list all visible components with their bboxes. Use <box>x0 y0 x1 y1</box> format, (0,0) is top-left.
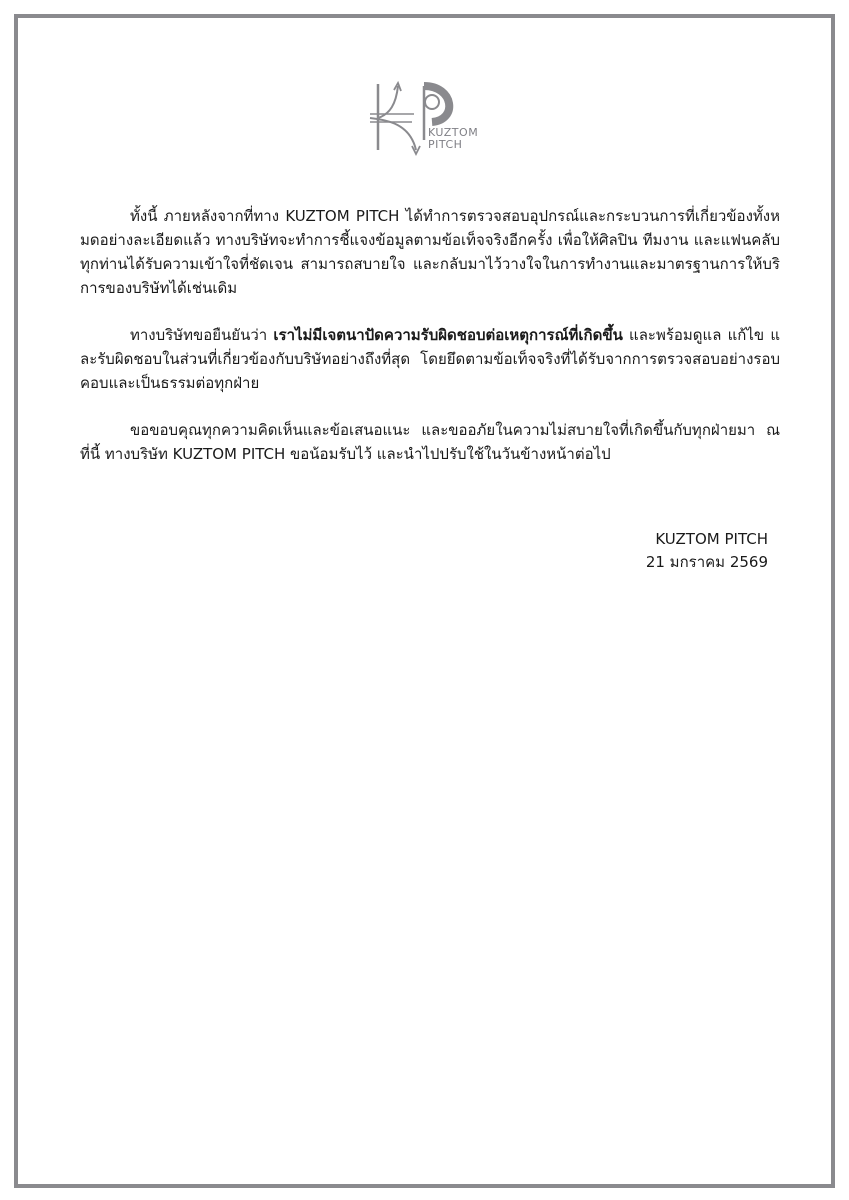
kuztom-pitch-logo <box>366 80 486 160</box>
signature-date: 21 มกราคม 2569 <box>645 553 768 571</box>
letter-body <box>80 204 780 489</box>
paragraph-2-emphasis: เราไม่มีเจตนาปัดความรับผิดชอบต่อเหตุการณ์ที่เกิดขึ้น <box>273 326 623 344</box>
logo-line2: PITCH <box>428 138 463 151</box>
paragraph-2 <box>80 323 780 395</box>
paragraph-2-lead: ทางบริษัทขอยืนยันว่า <box>130 326 274 344</box>
logo-line1: KUZTOM <box>428 126 479 139</box>
paragraph-1: ทั้งนี้ ภายหลังจากที่ทาง KUZTOM PITCH ได้ทำการตรวจสอบอุปกรณ์และกระบวนการที่เกี่ยวข้องทั้งหมดอย่างละเอียดแล้ว ทางบริษัทจะทำการชี้แจงข้อมูลตามข้อเท็จจริงอีกครั้ง เพื่อให้ศิลปิน ทีมงาน และแฟนคลับทุกท่านได้รับความเข้าใจที่ชัดเจน สามารถสบายใจ และกลับมาไว้วางใจในการทำงานและมาตรฐานการให้บริการของบริษัทได้เช่นเดิม <box>80 207 780 297</box>
signature-name: KUZTOM PITCH <box>655 530 768 548</box>
paragraph-3: ขอขอบคุณทุกความคิดเห็นและข้อเสนอแนะ และขออภัยในความไม่สบายใจที่เกิดขึ้นกับทุกฝ่ายมา ณ ที่นี้ ทางบริษัท KUZTOM PITCH ขอน้อมรับไว้ และนำไปปรับใช้ในวันข้างหน้าต่อไป <box>80 421 780 463</box>
paragraph-2-rest: และพร้อมดูแล แก้ไข และรับผิดชอบในส่วนที่เกี่ยวข้องกับบริษัทอย่างถึงที่สุด โดยยึดตามข้อเท็จจริงที่ได้รับจากการตรวจสอบอย่างรอบคอบและเป็นธรรมต่อทุกฝ่าย <box>80 326 780 392</box>
signature-block <box>646 528 768 574</box>
page-border <box>14 14 835 1188</box>
logo-mark-icon <box>366 80 486 160</box>
